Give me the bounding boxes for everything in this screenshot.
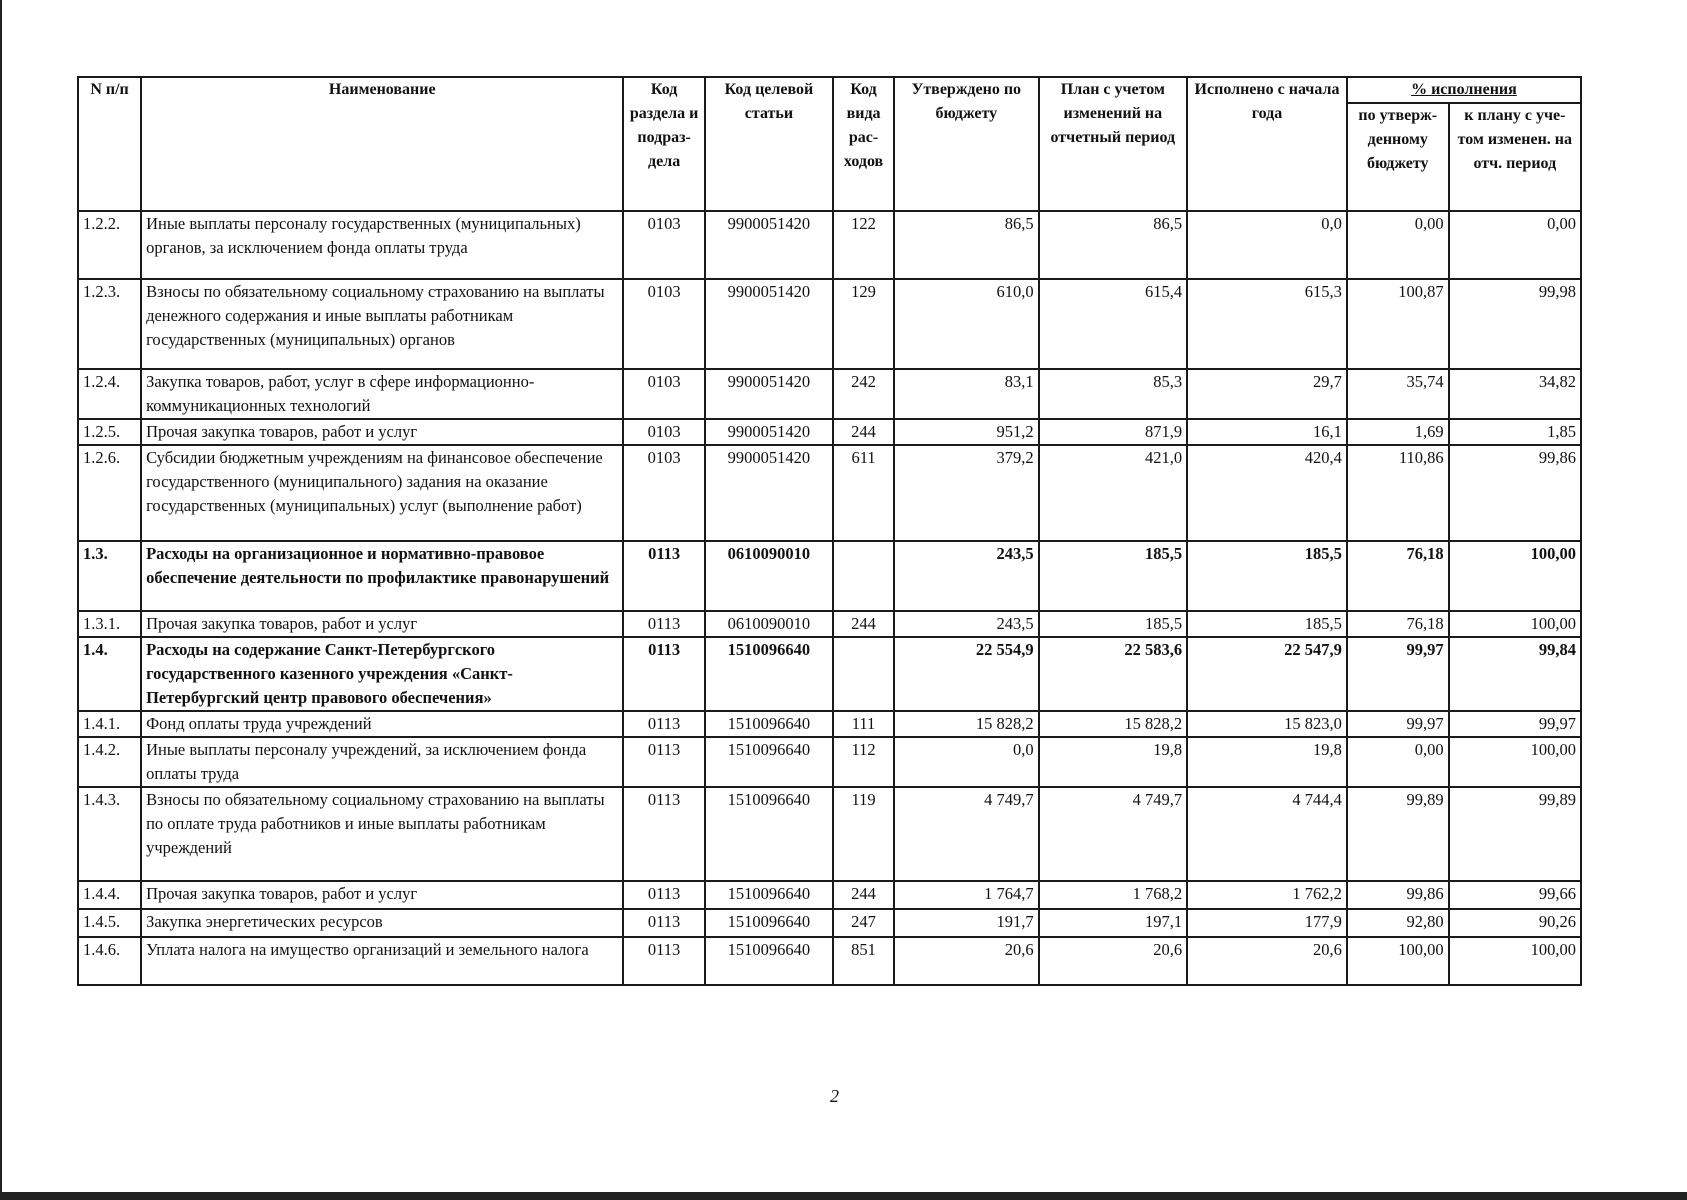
header-expense-type: Код вида рас-ходов — [833, 77, 894, 211]
row-section-code: 0113 — [623, 711, 704, 737]
row-plan: 185,5 — [1039, 611, 1188, 637]
row-name: Иные выплаты персоналу учреждений, за исключением фонда оплаты труда — [141, 737, 623, 787]
row-expense-type: 122 — [833, 211, 894, 279]
row-approved: 83,1 — [894, 369, 1038, 419]
header-pct-budget: по утверж-денному бюджету — [1347, 103, 1449, 211]
row-pct-plan: 99,98 — [1449, 279, 1581, 369]
row-target-code: 0610090010 — [705, 611, 833, 637]
row-index: 1.4.4. — [78, 881, 141, 909]
table-row — [78, 909, 1581, 937]
header-pct-group: % исполнения — [1347, 77, 1581, 103]
header-num: N п/п — [78, 77, 141, 211]
row-pct-plan: 99,97 — [1449, 711, 1581, 737]
row-section-code: 0103 — [623, 369, 704, 419]
header-plan: План с учетом изменений на отчетный период — [1039, 77, 1188, 211]
row-approved: 4 749,7 — [894, 787, 1038, 881]
row-pct-budget: 35,74 — [1347, 369, 1449, 419]
row-plan: 85,3 — [1039, 369, 1188, 419]
row-name: Закупка товаров, работ, услуг в сфере информационно-коммуникационных технологий — [141, 369, 623, 419]
table-row — [78, 787, 1581, 881]
row-name: Расходы на организационное и нормативно-правовое обеспечение деятельности по профилактике правонарушений — [141, 541, 623, 611]
row-plan: 197,1 — [1039, 909, 1188, 937]
row-approved: 610,0 — [894, 279, 1038, 369]
row-executed: 29,7 — [1187, 369, 1347, 419]
row-section-code: 0103 — [623, 419, 704, 445]
row-target-code: 9900051420 — [705, 369, 833, 419]
header-target-code: Код целевой статьи — [705, 77, 833, 211]
table-row — [78, 611, 1581, 637]
row-pct-plan: 100,00 — [1449, 541, 1581, 611]
row-approved: 1 764,7 — [894, 881, 1038, 909]
row-executed: 420,4 — [1187, 445, 1347, 541]
row-index: 1.2.2. — [78, 211, 141, 279]
row-plan: 421,0 — [1039, 445, 1188, 541]
table-row — [78, 937, 1581, 985]
row-pct-plan: 99,86 — [1449, 445, 1581, 541]
row-executed: 185,5 — [1187, 611, 1347, 637]
row-target-code: 0610090010 — [705, 541, 833, 611]
row-executed: 185,5 — [1187, 541, 1347, 611]
row-pct-budget: 100,87 — [1347, 279, 1449, 369]
row-expense-type: 247 — [833, 909, 894, 937]
row-name: Иные выплаты персоналу государственных (муниципальных) органов, за исключением фонда оплаты труда — [141, 211, 623, 279]
row-pct-budget: 76,18 — [1347, 611, 1449, 637]
table-row — [78, 279, 1581, 369]
row-name: Прочая закупка товаров, работ и услуг — [141, 419, 623, 445]
table-row — [78, 211, 1581, 279]
row-pct-budget: 99,97 — [1347, 711, 1449, 737]
row-plan: 1 768,2 — [1039, 881, 1188, 909]
row-index: 1.4.3. — [78, 787, 141, 881]
row-plan: 615,4 — [1039, 279, 1188, 369]
budget-execution-table — [77, 76, 1582, 986]
row-approved: 191,7 — [894, 909, 1038, 937]
row-pct-budget: 0,00 — [1347, 737, 1449, 787]
row-plan: 4 749,7 — [1039, 787, 1188, 881]
row-expense-type: 112 — [833, 737, 894, 787]
header-approved: Утверждено по бюджету — [894, 77, 1038, 211]
row-pct-plan: 99,89 — [1449, 787, 1581, 881]
row-target-code: 1510096640 — [705, 909, 833, 937]
row-expense-type: 851 — [833, 937, 894, 985]
row-executed: 177,9 — [1187, 909, 1347, 937]
row-pct-budget: 99,86 — [1347, 881, 1449, 909]
row-pct-plan: 99,66 — [1449, 881, 1581, 909]
row-name: Взносы по обязательному социальному страхованию на выплаты денежного содержания и иные выплаты работникам государственных (муниципальных) органов — [141, 279, 623, 369]
row-expense-type: 242 — [833, 369, 894, 419]
row-index: 1.2.3. — [78, 279, 141, 369]
row-pct-plan: 90,26 — [1449, 909, 1581, 937]
row-executed: 16,1 — [1187, 419, 1347, 445]
row-expense-type — [833, 637, 894, 711]
row-approved: 86,5 — [894, 211, 1038, 279]
table-row — [78, 637, 1581, 711]
row-section-code: 0103 — [623, 445, 704, 541]
row-section-code: 0113 — [623, 909, 704, 937]
row-plan: 19,8 — [1039, 737, 1188, 787]
row-index: 1.4. — [78, 637, 141, 711]
row-index: 1.2.6. — [78, 445, 141, 541]
table-row — [78, 881, 1581, 909]
row-section-code: 0113 — [623, 541, 704, 611]
row-expense-type: 244 — [833, 419, 894, 445]
row-pct-plan: 34,82 — [1449, 369, 1581, 419]
row-plan: 185,5 — [1039, 541, 1188, 611]
row-section-code: 0113 — [623, 787, 704, 881]
row-executed: 19,8 — [1187, 737, 1347, 787]
row-name: Прочая закупка товаров, работ и услуг — [141, 881, 623, 909]
row-target-code: 9900051420 — [705, 445, 833, 541]
row-executed: 4 744,4 — [1187, 787, 1347, 881]
row-plan: 15 828,2 — [1039, 711, 1188, 737]
row-name: Расходы на содержание Санкт-Петербургского государственного казенного учреждения «Санкт-Петербургский центр правового обеспечения» — [141, 637, 623, 711]
row-section-code: 0113 — [623, 737, 704, 787]
row-target-code: 9900051420 — [705, 419, 833, 445]
row-approved: 22 554,9 — [894, 637, 1038, 711]
row-plan: 20,6 — [1039, 937, 1188, 985]
row-expense-type: 119 — [833, 787, 894, 881]
row-name: Уплата налога на имущество организаций и земельного налога — [141, 937, 623, 985]
table-header — [78, 77, 1581, 211]
row-target-code: 1510096640 — [705, 881, 833, 909]
row-target-code: 1510096640 — [705, 711, 833, 737]
row-name: Взносы по обязательному социальному страхованию на выплаты по оплате труда работников и иные выплаты работникам учреждений — [141, 787, 623, 881]
row-approved: 379,2 — [894, 445, 1038, 541]
row-target-code: 1510096640 — [705, 787, 833, 881]
row-section-code: 0103 — [623, 211, 704, 279]
row-pct-budget: 1,69 — [1347, 419, 1449, 445]
page-edge — [0, 0, 2, 1200]
table-row — [78, 737, 1581, 787]
row-plan: 22 583,6 — [1039, 637, 1188, 711]
row-plan: 871,9 — [1039, 419, 1188, 445]
row-pct-plan: 100,00 — [1449, 737, 1581, 787]
row-name: Закупка энергетических ресурсов — [141, 909, 623, 937]
row-expense-type — [833, 541, 894, 611]
row-section-code: 0113 — [623, 637, 704, 711]
page-edge-bottom — [0, 1192, 1687, 1200]
table-row — [78, 419, 1581, 445]
row-pct-budget: 99,89 — [1347, 787, 1449, 881]
row-pct-plan: 99,84 — [1449, 637, 1581, 711]
row-pct-budget: 0,00 — [1347, 211, 1449, 279]
row-approved: 20,6 — [894, 937, 1038, 985]
row-section-code: 0103 — [623, 279, 704, 369]
row-pct-plan: 100,00 — [1449, 937, 1581, 985]
row-section-code: 0113 — [623, 937, 704, 985]
row-pct-plan: 0,00 — [1449, 211, 1581, 279]
row-executed: 20,6 — [1187, 937, 1347, 985]
table-body — [78, 211, 1581, 985]
row-expense-type: 611 — [833, 445, 894, 541]
row-index: 1.4.5. — [78, 909, 141, 937]
row-target-code: 9900051420 — [705, 279, 833, 369]
table-row — [78, 711, 1581, 737]
row-target-code: 1510096640 — [705, 937, 833, 985]
row-target-code: 1510096640 — [705, 737, 833, 787]
header-name: Наименование — [141, 77, 623, 211]
header-pct-plan: к плану с уче-том изменен. на отч. период — [1449, 103, 1581, 211]
row-executed: 1 762,2 — [1187, 881, 1347, 909]
table-row — [78, 541, 1581, 611]
header-section-code: Код раздела и подраз-дела — [623, 77, 704, 211]
row-name: Прочая закупка товаров, работ и услуг — [141, 611, 623, 637]
row-pct-budget: 100,00 — [1347, 937, 1449, 985]
row-name: Субсидии бюджетным учреждениям на финансовое обеспечение государственного (муниципального) задания на оказание государственных (муниципальных) услуг (выполнение работ) — [141, 445, 623, 541]
row-target-code: 9900051420 — [705, 211, 833, 279]
row-approved: 951,2 — [894, 419, 1038, 445]
row-pct-budget: 99,97 — [1347, 637, 1449, 711]
row-pct-plan: 100,00 — [1449, 611, 1581, 637]
row-executed: 15 823,0 — [1187, 711, 1347, 737]
row-target-code: 1510096640 — [705, 637, 833, 711]
row-executed: 0,0 — [1187, 211, 1347, 279]
row-name: Фонд оплаты труда учреждений — [141, 711, 623, 737]
row-section-code: 0113 — [623, 611, 704, 637]
table-row — [78, 445, 1581, 541]
row-approved: 243,5 — [894, 611, 1038, 637]
row-section-code: 0113 — [623, 881, 704, 909]
row-pct-budget: 110,86 — [1347, 445, 1449, 541]
row-index: 1.4.1. — [78, 711, 141, 737]
row-executed: 22 547,9 — [1187, 637, 1347, 711]
row-approved: 15 828,2 — [894, 711, 1038, 737]
row-index: 1.3.1. — [78, 611, 141, 637]
row-index: 1.3. — [78, 541, 141, 611]
table-row — [78, 369, 1581, 419]
row-expense-type: 244 — [833, 881, 894, 909]
page-number: 2 — [830, 1086, 839, 1106]
row-approved: 243,5 — [894, 541, 1038, 611]
row-index: 1.4.2. — [78, 737, 141, 787]
row-pct-budget: 76,18 — [1347, 541, 1449, 611]
row-expense-type: 111 — [833, 711, 894, 737]
row-index: 1.2.5. — [78, 419, 141, 445]
row-index: 1.4.6. — [78, 937, 141, 985]
row-executed: 615,3 — [1187, 279, 1347, 369]
row-index: 1.2.4. — [78, 369, 141, 419]
header-executed: Исполнено с начала года — [1187, 77, 1347, 211]
row-expense-type: 129 — [833, 279, 894, 369]
row-pct-budget: 92,80 — [1347, 909, 1449, 937]
row-plan: 86,5 — [1039, 211, 1188, 279]
row-expense-type: 244 — [833, 611, 894, 637]
row-approved: 0,0 — [894, 737, 1038, 787]
row-pct-plan: 1,85 — [1449, 419, 1581, 445]
